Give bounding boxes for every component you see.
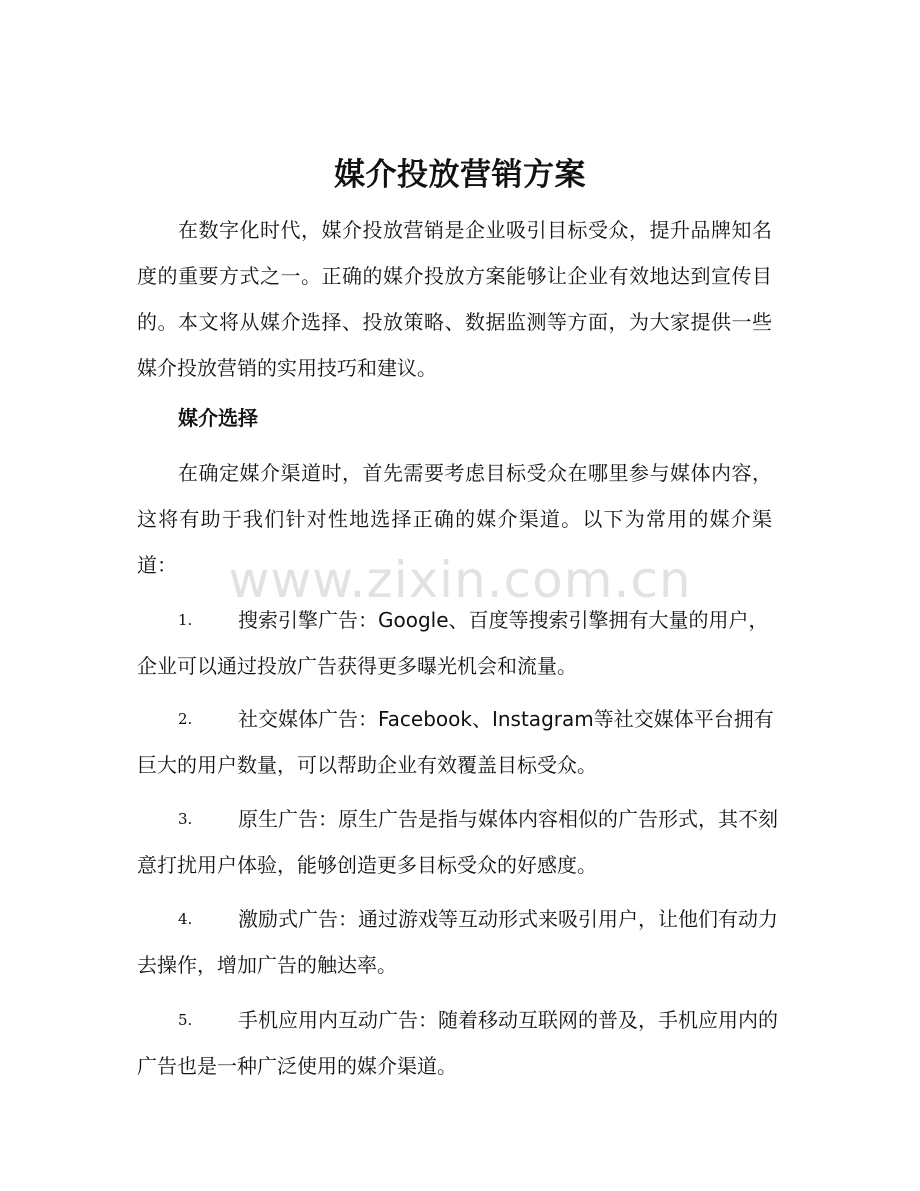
intro-paragraph: 在数字化时代，媒介投放营销是企业吸引目标受众，提升品牌知名度的重要方式之一。正确的媒介投放方案能够让企业有效地达到宣传目的。本文将从媒介选择、投放策略、数据监测等方面，为大家提供一些媒介投放营销的实用技巧和建议。 [137,218,772,380]
list-item-text: 激励式广告：通过游戏等互动形式来吸引用户，让他们有动力去操作，增加广告的触达率。 [137,907,778,977]
list-item-number: 5. [178,1011,193,1029]
section-intro-paragraph: 在确定媒介渠道时，首先需要考虑目标受众在哪里参与媒体内容，这将有助于我们针对性地选择正确的媒介渠道。以下为常用的媒介渠道： [137,461,772,577]
list-item-text: 社交媒体广告：Facebook、Instagram等社交媒体平台拥有巨大的用户数量，可以帮助企业有效覆盖目标受众。 [137,707,774,777]
list-item-text: 原生广告：原生广告是指与媒体内容相似的广告形式，其不刻意打扰用户体验，能够创造更多目标受众的好感度。 [137,807,778,877]
list-item [137,997,787,1089]
list-item-number: 1. [178,611,193,629]
watermark-text: www.zixin.com.cn [228,551,692,609]
list-item-number: 4. [178,910,193,928]
list-item [137,597,787,689]
list-item [137,796,787,888]
list-item-text: 手机应用内互动广告：随着移动互联网的普及，手机应用内的广告也是一种广泛使用的媒介渠道。 [137,1008,778,1078]
section-heading: 媒介选择 [178,406,258,430]
list-item [137,696,787,788]
list-item-number: 3. [178,810,193,828]
document-title: 媒介投放营销方案 [334,157,586,193]
list-item-text: 搜索引擎广告：Google、百度等搜索引擎拥有大量的用户，企业可以通过投放广告获得更多曝光机会和流量。 [137,608,769,678]
list-item [137,896,787,988]
list-item-number: 2. [178,710,193,728]
